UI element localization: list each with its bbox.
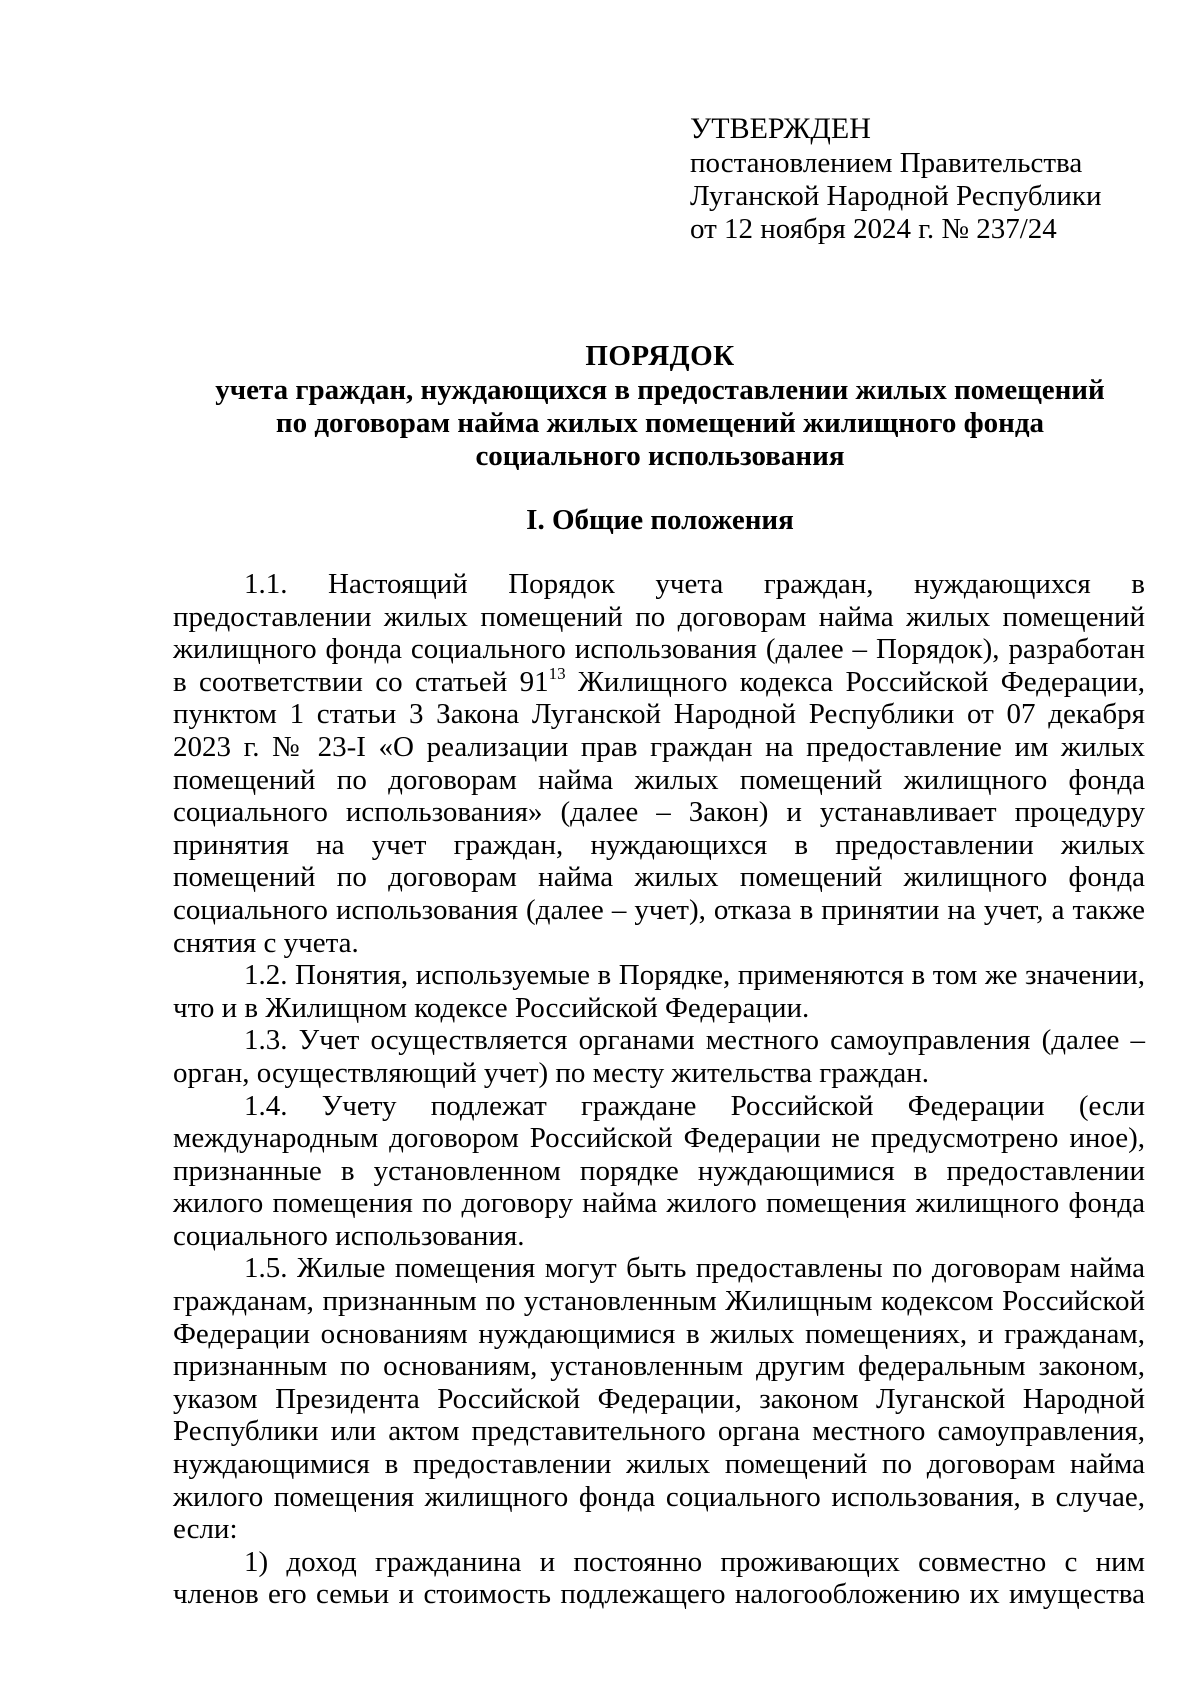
paragraph-1-1-text-end: Жилищного кодекса Российской Федерации, пунктом 1 статьи 3 Закона Луганской Народной Республики от 07 декабря 2023 г. № 23-I «О реализации прав граждан на предоставление им жилых помещений по договорам найма жилых помещений жилищного фонда социального использования» (далее – Закон) и устанавливает процедуру принятия на учет граждан, нуждающихся в предоставлении жилых помещений по договорам найма жилых помещений жилищного фонда социального использования (далее – учет), отказа в принятии на учет, а также снятия с учета.: [173, 665, 1145, 959]
approval-title: УТВЕРЖДЕН: [690, 112, 871, 145]
document-title-block: [0, 340, 1200, 473]
approval-line-3: от 12 ноября 2024 г. № 237/24: [690, 213, 1057, 245]
approval-block: [690, 112, 1102, 246]
section-heading: I. Общие положения: [526, 504, 794, 536]
approval-line-1: постановлением Правительства: [690, 147, 1083, 179]
document-body: [173, 568, 1145, 1611]
document-subtitle-line-2: по договорам найма жилых помещений жилищного фонда: [275, 407, 1045, 439]
paragraph-1-1: [173, 568, 1145, 959]
approval-line-2: Луганской Народной Республики: [690, 180, 1102, 212]
paragraph-1-1-text-start: 1.1. Настоящий Порядок учета граждан, нуждающихся в предоставлении жилых помещений по договорам найма жилых помещений жилищного фонда социального использования (далее – Порядок), разработан в соответствии со статьей 91: [173, 568, 1145, 698]
document-subtitle-line-1: учета граждан, нуждающихся в предоставлении жилых помещений: [215, 374, 1105, 406]
paragraph-1-3: 1.3. Учет осуществляется органами местного самоуправления (далее – орган, осуществляющий учет) по месту жительства граждан.: [173, 1024, 1145, 1089]
document-subtitle-line-3: социального использования: [475, 440, 845, 472]
paragraph-1-5: 1.5. Жилые помещения могут быть предоставлены по договорам найма гражданам, признанным по установленным Жилищным кодексом Российской Федерации основаниям нуждающимися в жилых помещениях, и гражданам, признанным по основаниям, установленным другим федеральным законом, указом Президента Российской Федерации, законом Луганской Народной Республики или актом представительного органа местного самоуправления, нуждающимися в предоставлении жилых помещений по договорам найма жилого помещения жилищного фонда социального использования, в случае, если:: [173, 1252, 1145, 1546]
list-item-1: 1) доход гражданина и постоянно проживающих совместно с ним членов его семьи и стоимость подлежащего налогообложению их имущества: [173, 1545, 1145, 1611]
paragraph-1-4: 1.4. Учету подлежат граждане Российской Федерации (если международным договором Российской Федерации не предусмотрено иное), признанные в установленном порядке нуждающимися в предоставлении жилого помещения по договору найма жилого помещения жилищного фонда социального использования.: [173, 1089, 1145, 1252]
footnote-superscript: 13: [548, 663, 566, 683]
document-title: ПОРЯДОК: [585, 340, 735, 372]
paragraph-1-2: 1.2. Понятия, используемые в Порядке, применяются в том же значении, что и в Жилищном кодексе Российской Федерации.: [173, 959, 1145, 1024]
